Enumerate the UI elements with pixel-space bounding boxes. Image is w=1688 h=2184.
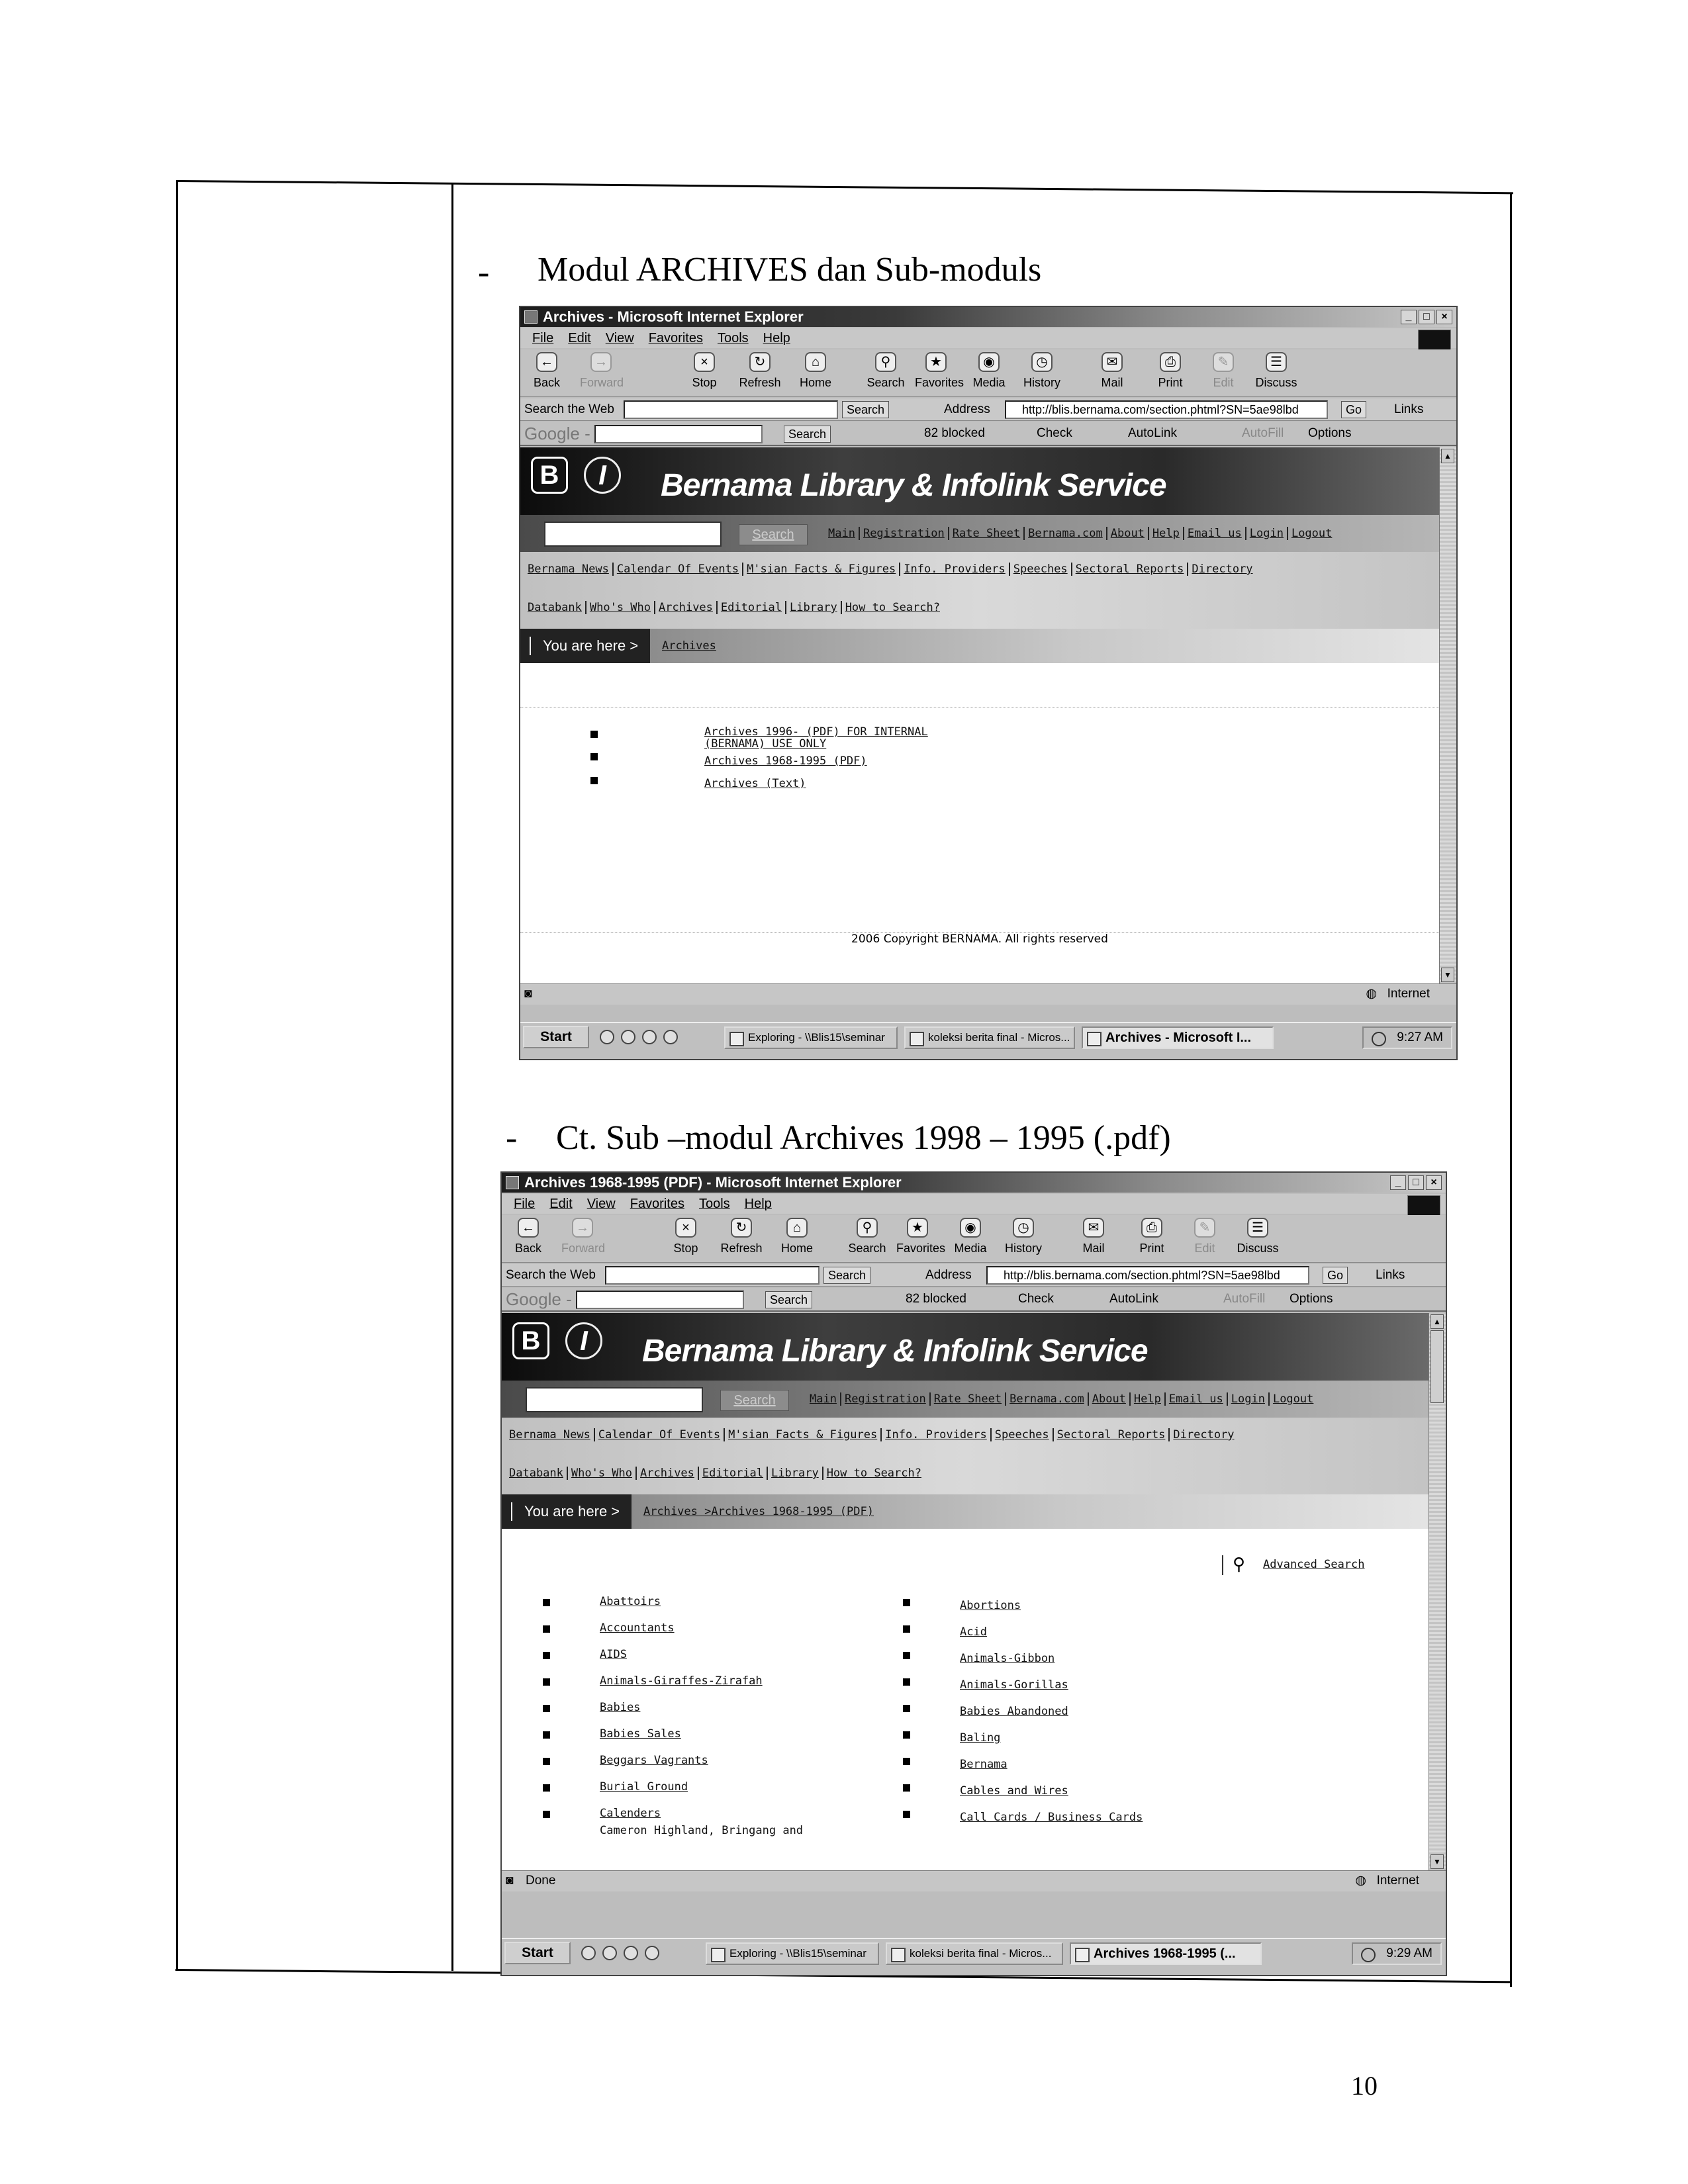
close-button[interactable]: ×	[1436, 310, 1452, 324]
link-archives-1996[interactable]: Archives 1996- (PDF) FOR INTERNAL	[704, 725, 928, 739]
nav-how-to-search[interactable]: How to Search?	[826, 1467, 921, 1480]
site-search-button[interactable]: Search	[739, 524, 808, 545]
list-bullet	[590, 753, 598, 760]
spell-check-button[interactable]: Check	[1018, 1292, 1054, 1306]
copyright-footer: 2006 Copyright BERNAMA. All rights reserved	[520, 932, 1439, 946]
window-controls	[1401, 310, 1452, 324]
topic-link[interactable]: Cables and Wires	[960, 1784, 1068, 1797]
quicklaunch-icon[interactable]	[624, 1946, 638, 1960]
topic-link[interactable]: Animals-Giraffes-Zirafah	[600, 1674, 763, 1688]
edit-icon: ✎	[1194, 1218, 1215, 1238]
home-icon: ⌂	[786, 1218, 808, 1238]
page-status-icon: ◙	[524, 987, 532, 1001]
edit-button[interactable]: ✎ Edit	[1184, 1218, 1226, 1255]
standard-toolbar	[520, 349, 1456, 397]
status-bar	[502, 1870, 1446, 1891]
nav-bernama-com[interactable]: Bernama.com	[1006, 1392, 1089, 1406]
quicklaunch-icon[interactable]	[645, 1946, 659, 1960]
system-clock: 9:29 AM	[1352, 1942, 1442, 1965]
mail-button[interactable]: ✉ Mail	[1091, 352, 1133, 390]
bernama-logo: B	[512, 1322, 549, 1359]
back-button[interactable]: ← Back	[526, 352, 568, 390]
menu-view[interactable]: View	[605, 331, 634, 345]
menu-file[interactable]: File	[514, 1197, 536, 1211]
topic-link[interactable]: AIDS	[600, 1648, 627, 1661]
list-bullet	[543, 1811, 550, 1818]
google-search-button[interactable]: Search	[784, 426, 831, 443]
internet-zone-icon: ◍	[1366, 987, 1377, 1001]
nav-info-providers[interactable]: Info. Providers	[882, 1428, 992, 1441]
address-label: Address	[925, 1268, 972, 1282]
menu-edit[interactable]: Edit	[568, 331, 591, 345]
quicklaunch-icon[interactable]	[600, 1030, 614, 1044]
search-icon: ⚲	[857, 1218, 878, 1238]
nav-whos-who[interactable]: Who's Who	[586, 601, 655, 614]
table-border-top	[177, 180, 1513, 194]
you-are-here-label: You are here >	[520, 629, 650, 663]
nav-section-bar	[502, 1456, 1429, 1494]
popup-blocked-count[interactable]: 82 blocked	[906, 1292, 966, 1306]
nav-bernama-news[interactable]: Bernama News	[524, 563, 614, 576]
window-titlebar	[502, 1173, 1446, 1193]
browser-window-archives	[519, 306, 1458, 1060]
menu-file[interactable]: File	[532, 331, 554, 345]
nav-main[interactable]: Main	[825, 527, 860, 540]
menu-edit[interactable]: Edit	[549, 1197, 573, 1211]
list-bullet	[543, 1784, 550, 1792]
nav-library[interactable]: Library	[768, 1467, 823, 1480]
google-search-input[interactable]	[576, 1291, 744, 1309]
list-bullet	[543, 1652, 550, 1659]
history-icon: ◷	[1031, 352, 1053, 372]
site-banner	[502, 1313, 1429, 1381]
scroll-thumb[interactable]	[1430, 1330, 1444, 1403]
nav-mid	[524, 563, 1256, 576]
system-clock: 9:27 AM	[1362, 1026, 1452, 1049]
start-button[interactable]: Start	[504, 1942, 571, 1964]
search-toolbar-button[interactable]: ⚲ Search	[846, 1218, 888, 1255]
caption-dash: -	[506, 1119, 518, 1157]
scroll-down-arrow-icon[interactable]: ▼	[1441, 968, 1454, 982]
nav-top	[806, 1392, 1317, 1406]
breadcrumb-archives-1968-1995[interactable]: Archives >Archives 1968-1995 (PDF)	[643, 1505, 874, 1518]
history-icon: ◷	[1013, 1218, 1034, 1238]
infolink-logo: I	[584, 457, 621, 494]
back-arrow-icon: ←	[536, 352, 557, 372]
breadcrumb-bar	[502, 1494, 1429, 1529]
nav-main[interactable]: Main	[806, 1392, 841, 1406]
search-icon: ⚲	[875, 352, 896, 372]
popup-blocked-count[interactable]: 82 blocked	[924, 426, 985, 440]
topic-link[interactable]: Cameron Highland, Bringang and	[600, 1824, 804, 1837]
menu-help[interactable]: Help	[763, 331, 790, 345]
list-bullet	[903, 1758, 910, 1765]
nav-databank[interactable]: Databank	[524, 601, 586, 614]
stop-icon: ×	[694, 352, 715, 372]
nav-editorial[interactable]: Editorial	[699, 1467, 768, 1480]
window-titlebar	[520, 307, 1456, 327]
nav-help[interactable]: Help	[1149, 527, 1184, 540]
spell-check-button[interactable]: Check	[1037, 426, 1072, 440]
separator	[1222, 1555, 1223, 1575]
media-icon: ◉	[960, 1218, 981, 1238]
mail-button[interactable]: ✉ Mail	[1072, 1218, 1115, 1255]
web-page	[520, 447, 1439, 983]
nav-archives[interactable]: Archives	[655, 601, 718, 614]
nav-facts[interactable]: M'sian Facts & Figures	[725, 1428, 882, 1441]
minimize-button[interactable]: _	[1390, 1175, 1406, 1190]
quicklaunch-icon[interactable]	[642, 1030, 657, 1044]
forward-arrow-icon: →	[590, 352, 612, 372]
back-button[interactable]: ← Back	[507, 1218, 549, 1255]
stop-button[interactable]: × Stop	[665, 1218, 707, 1255]
mail-icon: ✉	[1102, 352, 1123, 372]
topic-link[interactable]: Acid	[960, 1625, 987, 1639]
nav-login[interactable]: Login	[1228, 1392, 1270, 1406]
list-bullet	[903, 1784, 910, 1792]
nav-help[interactable]: Help	[1131, 1392, 1166, 1406]
site-search-input[interactable]	[544, 522, 722, 547]
search-web-label: Search the Web	[506, 1268, 596, 1282]
internet-zone: Internet	[1376, 1874, 1419, 1888]
table-column-divider	[451, 183, 453, 1971]
links-label[interactable]: Links	[1376, 1268, 1405, 1282]
edit-icon: ✎	[1213, 352, 1234, 372]
task-exploring[interactable]: Exploring - \\Blis15\seminar	[724, 1026, 898, 1049]
topic-link[interactable]: Bernama	[960, 1758, 1008, 1771]
site-search-button[interactable]: Search	[720, 1390, 789, 1411]
links-label[interactable]: Links	[1394, 402, 1424, 416]
task-koleksi[interactable]: koleksi berita final - Micros...	[886, 1942, 1063, 1965]
internet-zone: Internet	[1387, 987, 1430, 1001]
standard-toolbar	[502, 1215, 1446, 1263]
site-title: Bernama Library & Infolink Service	[642, 1334, 1148, 1369]
list-bullet	[543, 1758, 550, 1765]
ie-icon	[524, 310, 538, 324]
refresh-icon: ↻	[731, 1218, 752, 1238]
nav-directory[interactable]: Directory	[1192, 563, 1253, 576]
nav-bottom	[506, 1467, 925, 1480]
nav-databank[interactable]: Databank	[506, 1467, 568, 1480]
list-bullet	[590, 731, 598, 738]
home-button[interactable]: ⌂ Home	[776, 1218, 818, 1255]
nav-section-bar	[520, 590, 1439, 629]
link-archives-1996-cont[interactable]: (BERNAMA) USE ONLY	[704, 737, 827, 751]
caption-submodul: Ct. Sub –modul Archives 1998 – 1995 (.pdf)	[556, 1119, 1171, 1157]
refresh-button[interactable]: ↻ Refresh	[720, 1218, 763, 1255]
media-button[interactable]: ◉ Media	[968, 352, 1010, 390]
topic-link[interactable]: Burial Ground	[600, 1780, 688, 1794]
list-bullet	[903, 1811, 910, 1818]
vertical-scrollbar[interactable]	[1429, 1313, 1446, 1870]
scroll-up-arrow-icon[interactable]: ▲	[1430, 1314, 1444, 1329]
nav-login[interactable]: Login	[1246, 527, 1288, 540]
discuss-button[interactable]: ☰ Discuss	[1237, 1218, 1279, 1255]
address-row	[520, 398, 1456, 421]
status-bar	[520, 983, 1456, 1005]
list-bullet	[543, 1678, 550, 1686]
address-input[interactable]: http://blis.bernama.com/section.phtml?SN=5ae98lbd	[1005, 400, 1328, 419]
minimize-button[interactable]: _	[1401, 310, 1417, 324]
internet-zone-icon: ◍	[1355, 1874, 1366, 1888]
list-bullet	[543, 1705, 550, 1712]
search-web-button[interactable]: Search	[842, 401, 889, 418]
quicklaunch-icon[interactable]	[621, 1030, 635, 1044]
nav-registration[interactable]: Registration	[860, 527, 949, 540]
autofill-button[interactable]: AutoFill	[1223, 1292, 1266, 1306]
maximize-button[interactable]: □	[1419, 310, 1434, 324]
web-page	[502, 1313, 1429, 1870]
nav-facts[interactable]: M'sian Facts & Figures	[743, 563, 900, 576]
nav-top	[825, 527, 1335, 540]
nav-mid	[506, 1428, 1238, 1441]
history-button[interactable]: ◷ History	[1002, 1218, 1045, 1255]
nav-rate-sheet[interactable]: Rate Sheet	[931, 1392, 1006, 1406]
discuss-icon: ☰	[1247, 1218, 1268, 1238]
page-number: 10	[1351, 2071, 1378, 2101]
topic-link[interactable]: Abattoirs	[600, 1595, 661, 1608]
nav-bottom	[524, 601, 943, 614]
topic-link[interactable]: Calenders	[600, 1807, 661, 1820]
menu-view[interactable]: View	[586, 1197, 616, 1211]
google-logo: Google -	[506, 1289, 572, 1309]
task-koleksi[interactable]: koleksi berita final - Micros...	[904, 1026, 1075, 1049]
start-button[interactable]: Start	[523, 1026, 589, 1048]
list-bullet	[903, 1705, 910, 1712]
nav-speeches[interactable]: Speeches	[992, 1428, 1054, 1441]
windows-logo-icon	[1418, 330, 1451, 351]
nav-editorial[interactable]: Editorial	[718, 601, 786, 614]
search-web-input[interactable]	[624, 400, 838, 419]
nav-email-us[interactable]: Email us	[1166, 1392, 1228, 1406]
table-border-left	[176, 180, 178, 1971]
windows-logo-icon	[1407, 1195, 1440, 1216]
autolink-button[interactable]: AutoLink	[1128, 426, 1177, 440]
print-icon: ⎙	[1160, 352, 1181, 372]
nav-logout[interactable]: Logout	[1291, 527, 1333, 540]
breadcrumb-archives[interactable]: Archives	[662, 639, 716, 653]
scroll-down-arrow-icon[interactable]: ▼	[1430, 1854, 1444, 1869]
scroll-up-arrow-icon[interactable]: ▲	[1441, 449, 1454, 463]
windows-taskbar	[520, 1022, 1456, 1059]
discuss-button[interactable]: ☰ Discuss	[1255, 352, 1297, 390]
favorites-button[interactable]: ★ Favorites	[915, 352, 957, 390]
autolink-button[interactable]: AutoLink	[1109, 1292, 1158, 1306]
forward-arrow-icon: →	[572, 1218, 593, 1238]
browser-window-archives-1968-1995	[500, 1171, 1447, 1976]
table-border-right	[1510, 193, 1512, 1987]
forward-button[interactable]: → Forward	[561, 1218, 604, 1255]
list-bullet	[903, 1652, 910, 1659]
menu-bar	[502, 1194, 1446, 1214]
window-controls	[1390, 1175, 1442, 1190]
go-button[interactable]: Go	[1323, 1267, 1348, 1284]
list-bullet	[590, 777, 598, 784]
media-button[interactable]: ◉ Media	[949, 1218, 992, 1255]
back-arrow-icon: ←	[518, 1218, 539, 1238]
nav-whos-who[interactable]: Who's Who	[568, 1467, 637, 1480]
home-button[interactable]: ⌂ Home	[794, 352, 837, 390]
nav-library[interactable]: Library	[786, 601, 842, 614]
advanced-search-link[interactable]: Advanced Search	[1263, 1558, 1365, 1571]
list-bullet	[543, 1625, 550, 1633]
favorites-icon: ★	[925, 352, 947, 372]
menu-tools[interactable]: Tools	[717, 331, 749, 345]
forward-button[interactable]: → Forward	[580, 352, 622, 390]
nav-email-us[interactable]: Email us	[1184, 527, 1246, 540]
menu-favorites[interactable]: Favorites	[630, 1197, 684, 1211]
options-button[interactable]: Options	[1289, 1292, 1333, 1306]
topic-link[interactable]: Animals-Gorillas	[960, 1678, 1068, 1692]
nav-sectoral[interactable]: Sectoral Reports	[1054, 1428, 1170, 1441]
menu-tools[interactable]: Tools	[698, 1197, 730, 1211]
quicklaunch-icon[interactable]	[581, 1946, 596, 1960]
search-web-input[interactable]	[605, 1266, 820, 1285]
nav-bernama-news[interactable]: Bernama News	[506, 1428, 595, 1441]
nav-info-providers[interactable]: Info. Providers	[900, 563, 1010, 576]
site-banner	[520, 447, 1439, 515]
history-button[interactable]: ◷ History	[1021, 352, 1063, 390]
topic-link[interactable]: Babies Abandoned	[960, 1705, 1068, 1718]
mail-icon: ✉	[1083, 1218, 1104, 1238]
nav-archives[interactable]: Archives	[637, 1467, 699, 1480]
google-toolbar	[520, 422, 1456, 446]
topic-link[interactable]: Babies Sales	[600, 1727, 681, 1741]
vertical-scrollbar[interactable]	[1439, 447, 1456, 983]
nav-rate-sheet[interactable]: Rate Sheet	[949, 527, 1025, 540]
site-title: Bernama Library & Infolink Service	[661, 468, 1166, 503]
topic-link[interactable]: Babies	[600, 1701, 641, 1714]
site-search-bar	[520, 515, 1439, 552]
nav-about[interactable]: About	[1107, 527, 1149, 540]
nav-logout[interactable]: Logout	[1272, 1392, 1314, 1406]
quicklaunch-icon[interactable]	[663, 1030, 678, 1044]
nav-how-to-search[interactable]: How to Search?	[845, 601, 940, 614]
favorites-button[interactable]: ★ Favorites	[896, 1218, 939, 1255]
google-search-input[interactable]	[594, 425, 763, 443]
favorites-icon: ★	[907, 1218, 928, 1238]
topic-link[interactable]: Beggars Vagrants	[600, 1754, 708, 1767]
windows-taskbar	[502, 1938, 1446, 1975]
topic-link[interactable]: Abortions	[960, 1599, 1021, 1612]
nav-bernama-com[interactable]: Bernama.com	[1025, 527, 1107, 540]
nav-section-bar	[520, 552, 1439, 590]
bernama-logo: B	[531, 457, 568, 494]
close-button[interactable]: ×	[1426, 1175, 1442, 1190]
caption-modul-archives: Modul ARCHIVES dan Sub-moduls	[538, 251, 1042, 289]
address-row	[502, 1264, 1446, 1287]
list-bullet	[903, 1731, 910, 1739]
status-text: Done	[526, 1874, 556, 1888]
address-input[interactable]: http://blis.bernama.com/section.phtml?SN=5ae98lbd	[986, 1266, 1309, 1285]
address-label: Address	[944, 402, 990, 416]
nav-about[interactable]: About	[1089, 1392, 1131, 1406]
link-archives-text[interactable]: Archives (Text)	[704, 777, 806, 790]
edit-button[interactable]: ✎ Edit	[1202, 352, 1244, 390]
quicklaunch-icon[interactable]	[602, 1946, 617, 1960]
stop-icon: ×	[675, 1218, 696, 1238]
discuss-icon: ☰	[1266, 352, 1287, 372]
options-button[interactable]: Options	[1308, 426, 1352, 440]
refresh-button[interactable]: ↻ Refresh	[739, 352, 781, 390]
topic-link[interactable]: Animals-Gibbon	[960, 1652, 1055, 1665]
list-bullet	[543, 1599, 550, 1606]
topic-link[interactable]: Baling	[960, 1731, 1001, 1745]
stop-button[interactable]: × Stop	[683, 352, 726, 390]
nav-directory[interactable]: Directory	[1173, 1428, 1235, 1441]
window-title: Archives 1968-1995 (PDF) - Microsoft Internet Explorer	[524, 1174, 902, 1191]
page-status-icon: ◙	[506, 1874, 514, 1888]
list-bullet	[903, 1599, 910, 1606]
magnifier-icon[interactable]: ⚲	[1233, 1554, 1246, 1574]
infolink-logo: I	[565, 1322, 602, 1359]
nav-speeches[interactable]: Speeches	[1010, 563, 1072, 576]
task-archives[interactable]: Archives - Microsoft I...	[1082, 1026, 1274, 1049]
link-archives-1968-1995[interactable]: Archives 1968-1995 (PDF)	[704, 754, 867, 768]
nav-sectoral[interactable]: Sectoral Reports	[1072, 563, 1189, 576]
print-button[interactable]: ⎙ Print	[1149, 352, 1192, 390]
list-bullet	[543, 1731, 550, 1739]
window-title: Archives - Microsoft Internet Explorer	[543, 308, 804, 325]
refresh-icon: ↻	[749, 352, 771, 372]
search-toolbar-button[interactable]: ⚲ Search	[865, 352, 907, 390]
nav-calendar[interactable]: Calendar Of Events	[595, 1428, 725, 1441]
site-search-bar	[502, 1381, 1429, 1418]
nav-registration[interactable]: Registration	[841, 1392, 931, 1406]
task-archives-1968-1995[interactable]: Archives 1968-1995 (...	[1070, 1942, 1262, 1965]
topic-link[interactable]: Call Cards / Business Cards	[960, 1811, 1143, 1824]
menu-help[interactable]: Help	[744, 1197, 772, 1211]
breadcrumb-bar	[520, 629, 1439, 663]
print-icon: ⎙	[1141, 1218, 1162, 1238]
list-bullet	[903, 1678, 910, 1686]
topic-link[interactable]: Accountants	[600, 1621, 675, 1635]
home-icon: ⌂	[805, 352, 826, 372]
search-web-label: Search the Web	[524, 402, 614, 416]
maximize-button[interactable]: □	[1408, 1175, 1424, 1190]
task-exploring[interactable]: Exploring - \\Blis15\seminar	[706, 1942, 879, 1965]
caption-dash: -	[478, 253, 490, 291]
nav-section-bar	[502, 1418, 1429, 1456]
menu-bar	[520, 328, 1456, 348]
google-toolbar	[502, 1288, 1446, 1312]
site-search-input[interactable]	[526, 1387, 703, 1412]
menu-favorites[interactable]: Favorites	[648, 331, 703, 345]
autofill-button[interactable]: AutoFill	[1242, 426, 1284, 440]
google-logo: Google -	[524, 424, 590, 443]
list-bullet	[903, 1625, 910, 1633]
media-icon: ◉	[978, 352, 1000, 372]
nav-calendar[interactable]: Calendar Of Events	[614, 563, 743, 576]
go-button[interactable]: Go	[1341, 401, 1366, 418]
you-are-here-label: You are here >	[502, 1494, 632, 1529]
google-search-button[interactable]: Search	[765, 1291, 812, 1308]
search-web-button[interactable]: Search	[823, 1267, 870, 1284]
print-button[interactable]: ⎙ Print	[1131, 1218, 1173, 1255]
ie-icon	[506, 1176, 519, 1189]
